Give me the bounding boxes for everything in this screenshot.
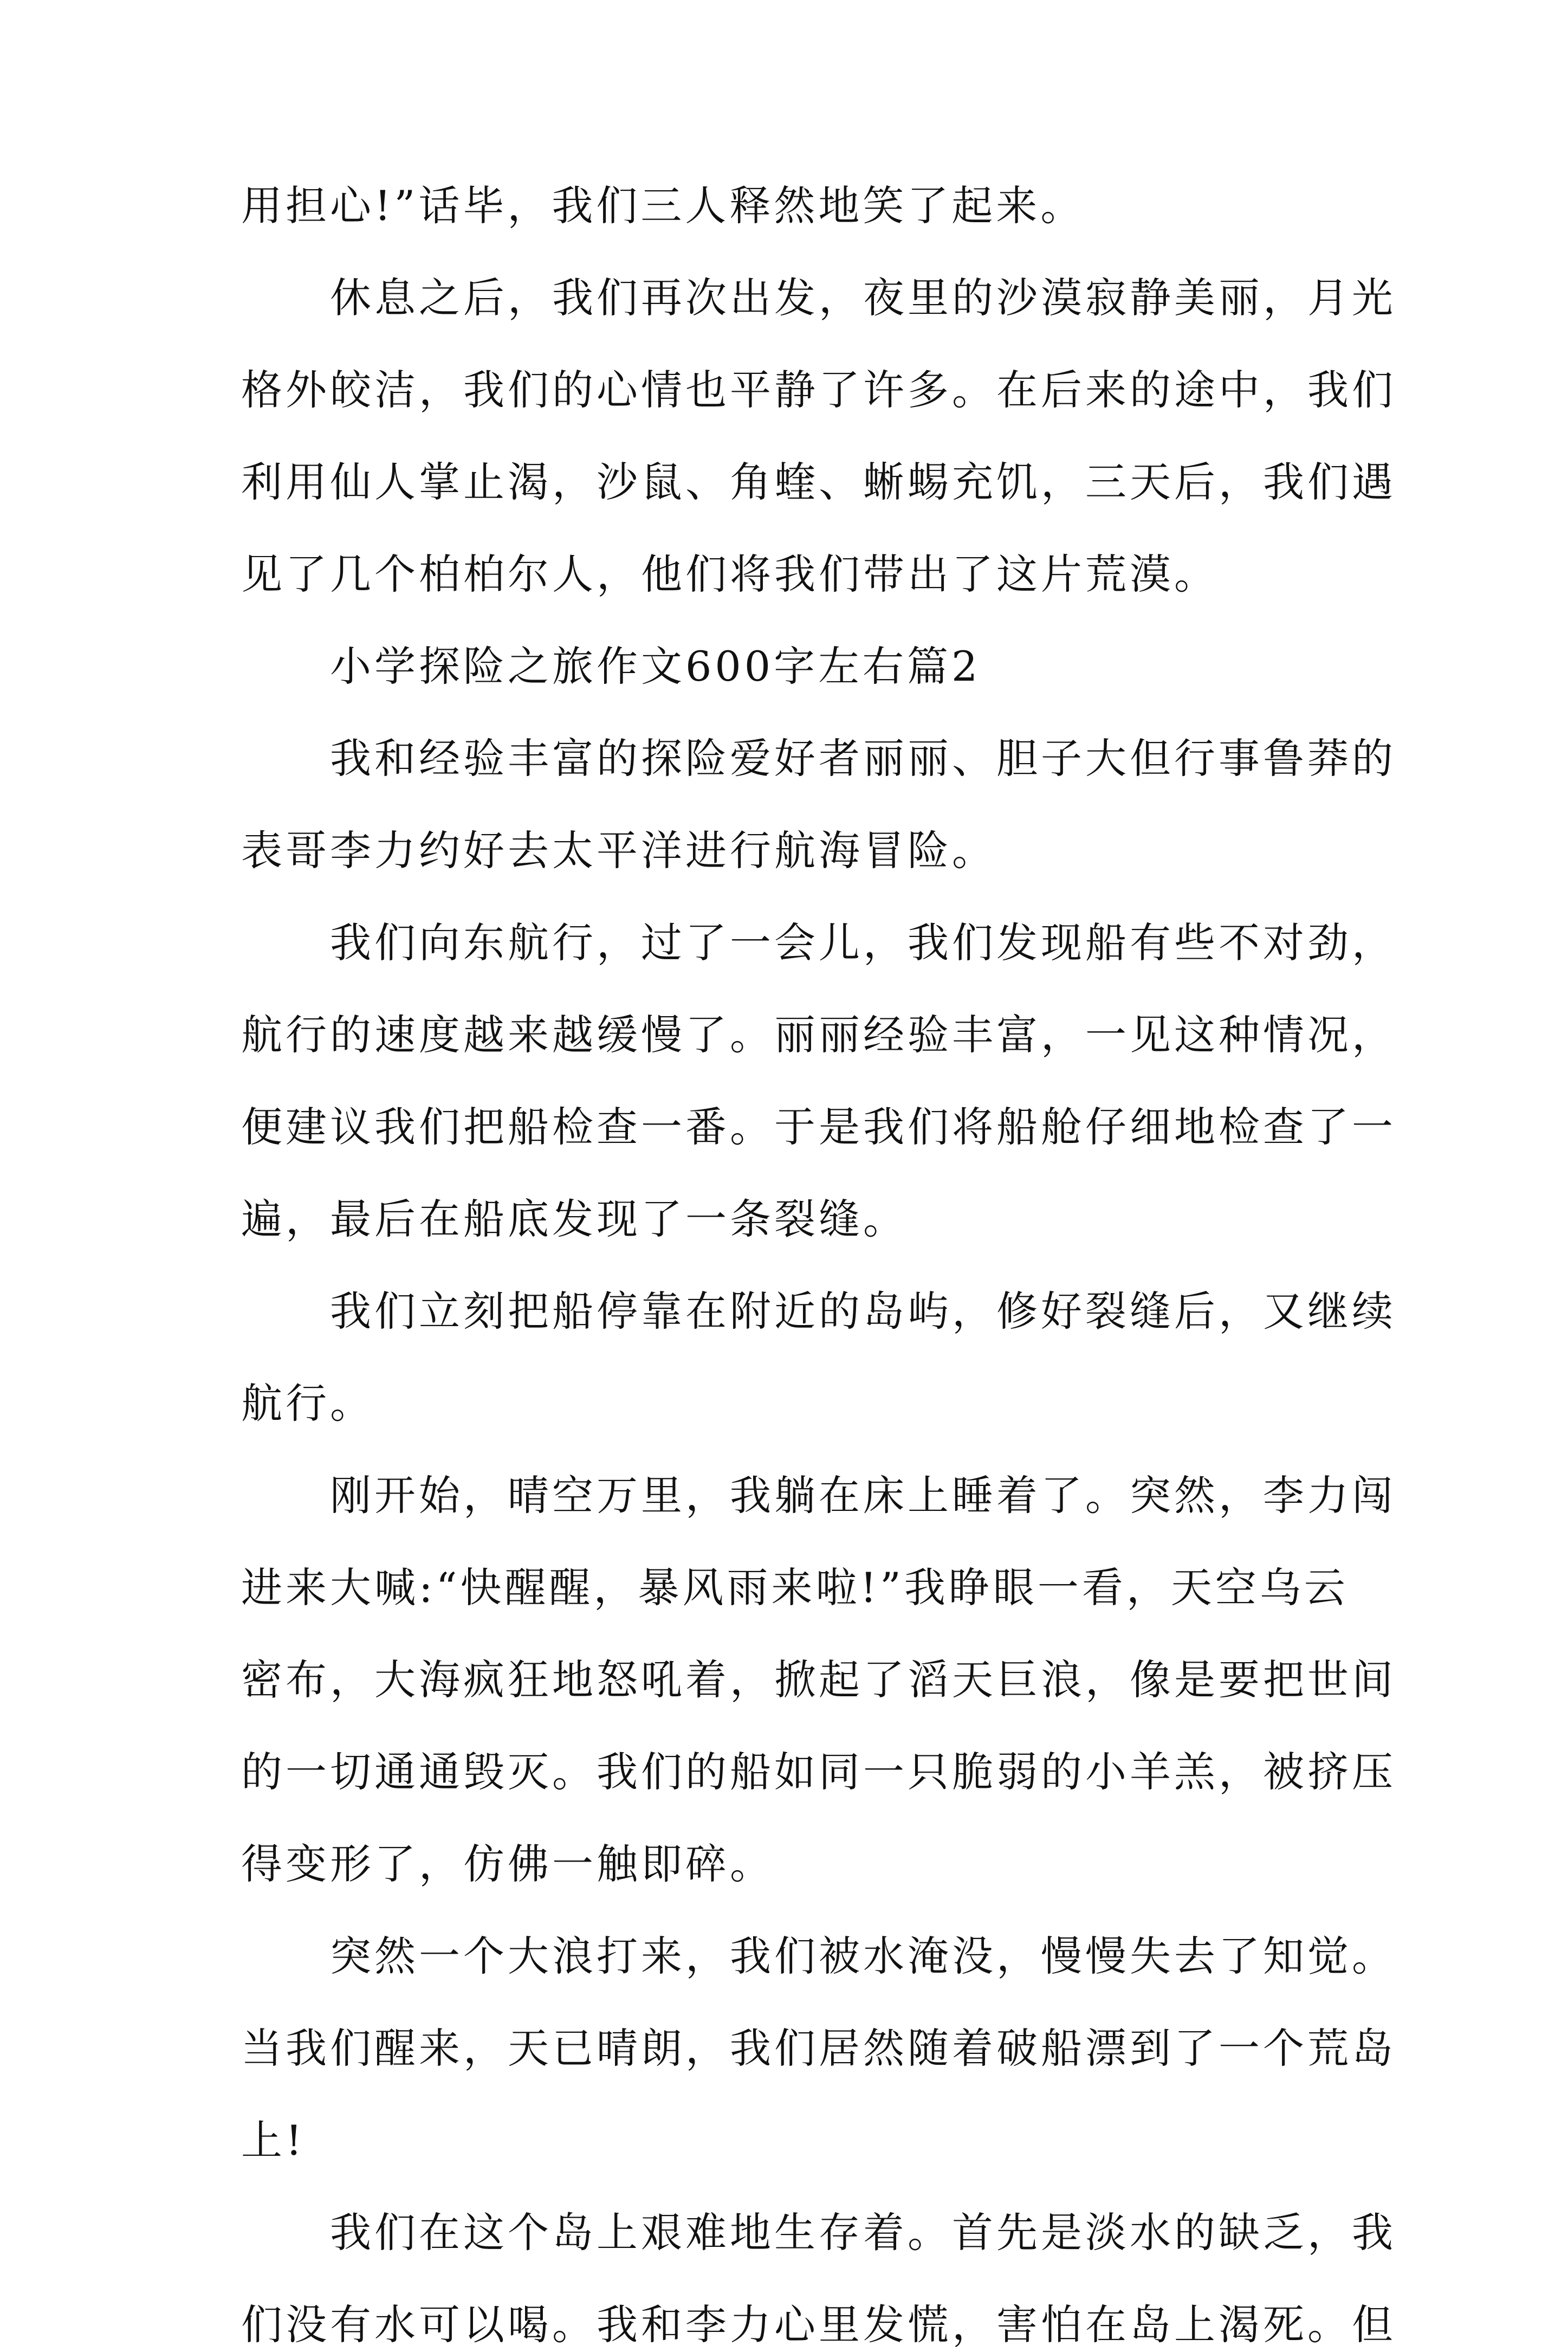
text-line: 我和经验丰富的探险爱好者丽丽、胆子大但行事鲁莽的 [241,734,1396,783]
text-line: 格外皎洁，我们的心情也平静了许多。在后来的途中，我们 [241,366,1396,414]
text-line: 我们立刻把船停靠在附近的岛屿，修好裂缝后，又继续 [241,1287,1396,1335]
section-heading: 小学探险之旅作文600字左右篇2 [241,642,981,690]
text-line: 表哥李力约好去太平洋进行航海冒险。 [241,826,996,875]
text-line: 密布，大海疯狂地怒吼着，掀起了滔天巨浪，像是要把世间 [241,1656,1396,1704]
text-line: 用担心!”话毕，我们三人释然地笑了起来。 [241,182,1085,230]
text-line: 进来大喊:“快醒醒，暴风雨来啦!”我睁眼一看，天空乌云 [241,1563,1349,1612]
text-line: 便建议我们把船检查一番。于是我们将船舱仔细地检查了一 [241,1103,1396,1151]
text-line: 休息之后，我们再次出发，夜里的沙漠寂静美丽，月光 [241,274,1396,322]
text-line: 突然一个大浪打来，我们被水淹没，慢慢失去了知觉。 [241,1932,1396,1980]
text-line: 遍，最后在船底发现了一条裂缝。 [241,1195,908,1243]
text-line: 利用仙人掌止渴，沙鼠、角蝰、蜥蜴充饥，三天后，我们遇 [241,458,1396,506]
text-line: 上! [241,2116,306,2164]
text-line: 刚开始，晴空万里，我躺在床上睡着了。突然，李力闯 [241,1471,1396,1520]
text-line: 的一切通通毁灭。我们的船如同一只脆弱的小羊羔，被挤压 [241,1748,1396,1796]
text-line: 当我们醒来，天已晴朗，我们居然随着破船漂到了一个荒岛 [241,2024,1396,2072]
text-line: 航行。 [241,1379,374,1427]
text-line: 我们向东航行，过了一会儿，我们发现船有些不对劲， [241,919,1396,967]
text-line: 们没有水可以喝。我和李力心里发慌，害怕在岛上渴死。但 [241,2301,1396,2349]
text-line: 航行的速度越来越缓慢了。丽丽经验丰富，一见这种情况， [241,1011,1396,1059]
text-line: 我们在这个岛上艰难地生存着。首先是淡水的缺乏，我 [241,2208,1396,2257]
text-line: 得变形了，仿佛一触即碎。 [241,1840,774,1888]
text-line: 见了几个柏柏尔人，他们将我们带出了这片荒漠。 [241,550,1219,598]
